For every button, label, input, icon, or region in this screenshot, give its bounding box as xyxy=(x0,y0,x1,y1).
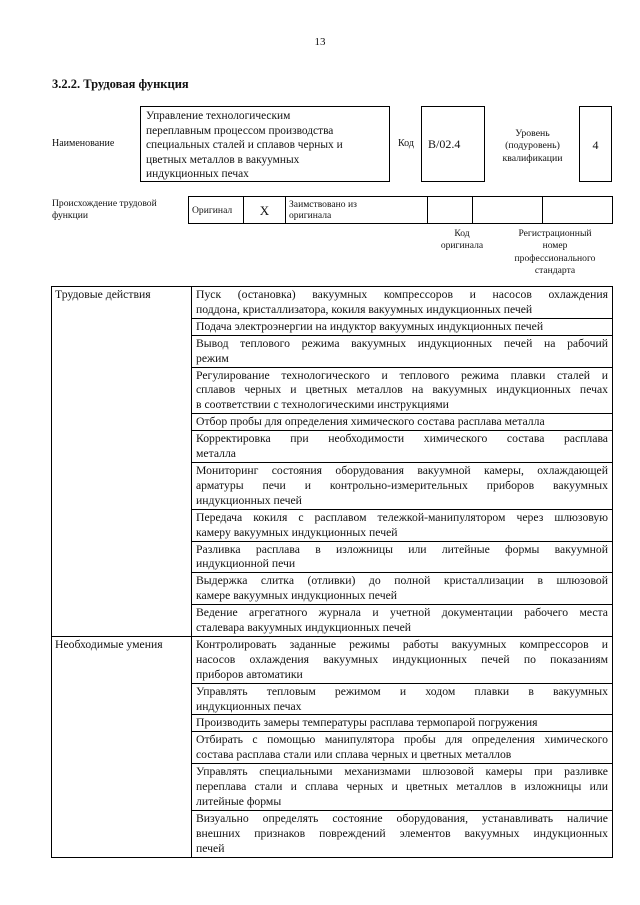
list-item xyxy=(192,810,613,857)
level-label-line: Уровень xyxy=(515,128,550,139)
caption-line: оригинала xyxy=(440,240,484,252)
list-item-line: Отбирать с помощью манипулятора пробы для определения химического xyxy=(196,733,608,747)
list-item-line: металла xyxy=(196,447,236,461)
list-item xyxy=(192,367,613,414)
list-item-line: Отбор пробы для определения химического состава расплава металла xyxy=(196,415,545,429)
borrowed-mark-cell xyxy=(428,197,473,224)
function-name-line: цветных металлов в вакуумных xyxy=(146,153,300,166)
section-label: Необходимые умения xyxy=(52,636,192,857)
list-item-line: Разливка расплава в изложницы или литейные формы вакуумной xyxy=(196,542,608,556)
list-item-line: Подача электроэнергии на индуктор вакуумных индукционных печей xyxy=(196,319,544,333)
function-name-line: индукционных печах xyxy=(146,168,249,181)
function-name-box xyxy=(140,106,390,182)
list-item xyxy=(192,605,613,637)
list-item xyxy=(192,414,613,431)
borrowed-label xyxy=(286,197,428,224)
list-item xyxy=(192,509,613,541)
list-item-line: Производить замеры температуры расплава термопарой погружения xyxy=(196,716,538,730)
table-row xyxy=(52,287,613,319)
caption-line: стандарта xyxy=(534,265,576,277)
origin-label-line: функции xyxy=(52,210,88,221)
list-item-line: Корректировка при необходимости химического состава расплава xyxy=(196,432,608,446)
list-item-line: Управлять тепловым режимом и ходом плавки в вакуумных xyxy=(196,684,608,698)
code-label: Код xyxy=(398,138,414,149)
list-item-line: Контролировать заданные режимы работы вакуумных компрессоров и xyxy=(196,637,608,651)
list-item xyxy=(192,715,613,732)
code-value: B/02.4 xyxy=(428,137,461,151)
function-name-line: переплавным процессом производства xyxy=(146,124,334,137)
list-item xyxy=(192,732,613,764)
list-item-line: Мониторинг состояния оборудования вакуумной камеры, охлаждающей xyxy=(196,463,608,477)
list-item-line: сталевара вакуумных индукционных печей xyxy=(196,621,412,635)
list-item-line: поддона, кристаллизатора, кокиля вакуумных индукционных печей xyxy=(196,302,533,316)
page-number: 13 xyxy=(314,36,326,48)
registration-number-cell xyxy=(543,197,613,224)
list-item xyxy=(192,335,613,367)
list-item-line: камере вакуумных индукционных печей xyxy=(196,589,398,603)
code-value-box xyxy=(421,106,485,182)
list-item xyxy=(192,287,613,319)
list-item-line: состава расплава стали или сплава черных и цветных металлов xyxy=(196,748,512,762)
origin-table xyxy=(188,196,613,224)
origin-label-line: Происхождение трудовой xyxy=(52,198,157,209)
origin-label xyxy=(52,198,182,222)
caption-line: профессионального xyxy=(514,252,596,264)
list-item-line: Ведение агрегатного журнала и учетной документации рабочего места xyxy=(196,606,608,620)
list-item-line: в соответствии с технологическими инструкциями xyxy=(196,398,449,412)
section-title: 3.2.2. Трудовая функция xyxy=(52,77,189,91)
list-item xyxy=(192,764,613,811)
list-item xyxy=(192,431,613,463)
list-item-line: сплавов черных и цветных металлов на вакуумных индукционных печах xyxy=(196,383,608,397)
qualification-level-box xyxy=(579,106,612,182)
list-item xyxy=(192,683,613,715)
level-label-line: (подуровень) xyxy=(505,140,560,152)
caption-line: Код xyxy=(454,228,470,239)
level-label-line: квалификации xyxy=(502,152,563,164)
list-item-line: арматуры печи и контрольно-измерительных приборов вакуумных xyxy=(196,478,608,492)
list-item-line: Визуально определять состояние оборудования, устанавливать наличие xyxy=(196,811,608,825)
list-item-line: индукционных печах xyxy=(196,699,302,713)
list-item-line: индукционных печей xyxy=(196,493,302,507)
list-item-line: приборов автоматики xyxy=(196,667,303,681)
list-item xyxy=(192,318,613,335)
list-item-line: Управлять специальными механизмами шлюзовой камеры при разливке xyxy=(196,765,608,779)
original-code-cell xyxy=(473,197,543,224)
original-code-caption xyxy=(428,228,496,253)
borrowed-label-line: Заимствовано из xyxy=(289,199,357,210)
registration-number-caption xyxy=(498,228,612,278)
qualification-level-label xyxy=(490,128,575,165)
list-item-line: литейные формы xyxy=(196,795,282,808)
list-item xyxy=(192,636,613,683)
original-mark: X xyxy=(244,197,286,224)
list-item-line: Регулирование технологического и теплового режима плавки сталей и xyxy=(196,368,608,382)
list-item-line: индукционной печи xyxy=(196,557,296,571)
caption-line: номер xyxy=(542,240,568,252)
list-item-line: печей xyxy=(196,841,225,855)
list-item-line: внешних признаков повреждений элементов вакуумных индукционных xyxy=(196,826,608,840)
list-item-line: насосов охлаждения вакуумных индукционных печей по показаниям xyxy=(196,652,608,666)
caption-line: Регистрационный xyxy=(518,228,592,239)
section-label: Трудовые действия xyxy=(52,287,192,637)
qualification-level-value: 4 xyxy=(592,138,599,152)
function-name-line: специальных сталей и сплавов черных и xyxy=(146,139,343,152)
function-details-table xyxy=(51,286,613,858)
function-name-line: Управление технологическим xyxy=(146,110,291,122)
list-item-line: Передача кокиля с расплавом тележкой-манипулятором через шлюзовую xyxy=(196,510,608,524)
name-label: Наименование xyxy=(52,138,115,149)
list-item-line: Выдержка слитка (отливки) до полной кристаллизации в шлюзовой xyxy=(196,574,608,588)
list-item-line: Вывод теплового режима вакуумных индукционных печей на рабочий xyxy=(196,336,608,350)
borrowed-label-line: оригинала xyxy=(289,210,332,221)
list-item xyxy=(192,462,613,509)
list-item-line: Пуск (остановка) вакуумных компрессоров и насосов охлаждения xyxy=(196,288,608,301)
table-row xyxy=(52,636,613,683)
list-item-line: переплава стали и сплава черных и цветных металлов в изложницы или xyxy=(196,780,608,794)
list-item xyxy=(192,541,613,573)
list-item xyxy=(192,573,613,605)
list-item-line: камеру вакуумных индукционных печей xyxy=(196,525,398,539)
original-label: Оригинал xyxy=(189,197,244,224)
list-item-line: режим xyxy=(196,351,229,365)
